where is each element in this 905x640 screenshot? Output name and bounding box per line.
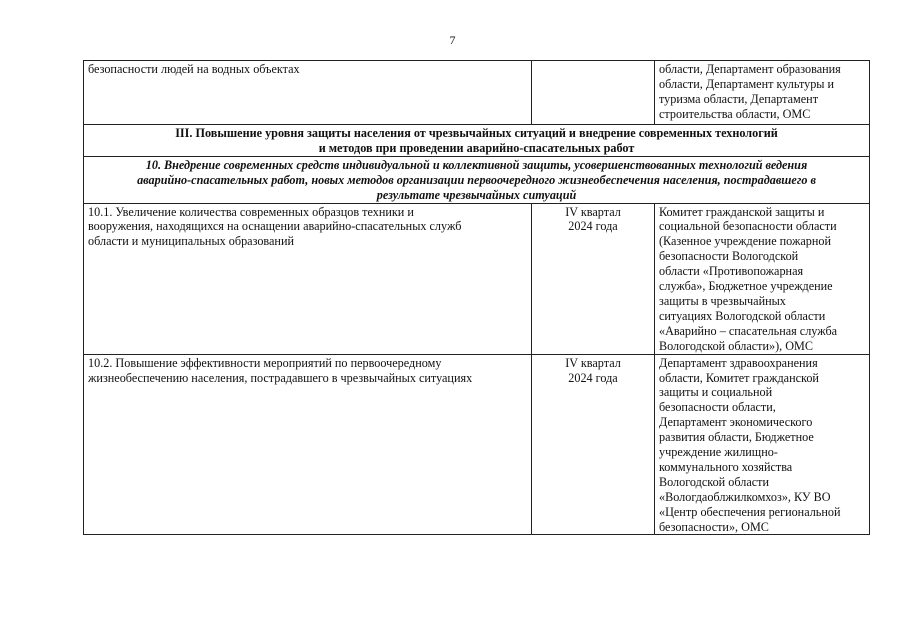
executors-line: учреждение жилищно- [659, 445, 778, 460]
term-cell [532, 354, 655, 535]
executors-line: ситуациях Вологодской области [659, 308, 826, 323]
table-row [84, 354, 870, 535]
executors-line: строительства области, ОМС [659, 106, 811, 121]
executors-line: безопасности Вологодской [659, 249, 799, 264]
term-line: 2024 года [568, 219, 618, 234]
executors-cell [655, 354, 870, 535]
executors-line: защиты и социальной [659, 385, 773, 400]
executors-line: области, Департамент культуры и [659, 76, 835, 91]
section-heading-row [84, 125, 870, 157]
measure-cell [84, 203, 532, 354]
executors-line: защиты в чрезвычайных [659, 293, 786, 308]
measure-line: жизнеобеспечению населения, пострадавшего в чрезвычайных ситуациях [88, 370, 473, 385]
executors-line: социальной безопасности области [659, 219, 837, 234]
table-row [84, 203, 870, 354]
executors-line: «Аварийно – спасательная служба [659, 323, 838, 338]
subsection-heading [84, 156, 870, 203]
measure-text: безопасности людей на водных объектах [88, 62, 300, 76]
subsection-heading-line: 10. Внедрение современных средств индивидуальной и коллективной защиты, усовершенствованных технологий ведения [145, 157, 808, 172]
measure-line: вооружения, находящихся на оснащении аварийно-спасательных служб [88, 219, 462, 234]
executors-cell [655, 203, 870, 354]
executors-line: Комитет гражданской защиты и [659, 204, 825, 219]
executors-line: безопасности», ОМС [659, 519, 769, 534]
section-heading-line: и методов при проведении аварийно-спасательных работ [318, 140, 635, 155]
executors-cell [655, 61, 870, 125]
measure-line: 10.1. Увеличение количества современных образцов техники и [88, 204, 414, 219]
executors-line: Департамент здравоохранения [659, 355, 818, 370]
measure-line: 10.2. Повышение эффективности мероприятий по первоочередному [88, 355, 442, 370]
executors-line: служба», Бюджетное учреждение [659, 279, 833, 294]
executors-line: Департамент экономического [659, 415, 813, 430]
subsection-heading-line: результате чрезвычайных ситуаций [376, 187, 577, 202]
subsection-heading-row [84, 156, 870, 203]
subsection-heading-line: аварийно-спасательных работ, новых методов организации первоочередного жизнеобеспечения населения, пострадавшего в [137, 172, 816, 187]
measures-table [83, 60, 870, 535]
term-cell [532, 61, 655, 125]
executors-line: безопасности области, [659, 400, 776, 415]
term-line: 2024 года [568, 370, 618, 385]
executors-line: (Казенное учреждение пожарной [659, 234, 832, 249]
executors-line: развития области, Бюджетное [659, 430, 814, 445]
section-heading-line: III. Повышение уровня защиты населения от чрезвычайных ситуаций и внедрение современных технологий [175, 126, 778, 140]
measure-cell [84, 61, 532, 125]
executors-line: туризма области, Департамент [659, 91, 819, 106]
executors-line: области, Департамент образования [659, 62, 841, 76]
executors-line: «Центр обеспечения региональной [659, 504, 841, 519]
executors-line: Вологодской области»), ОМС [659, 338, 814, 353]
term-cell [532, 203, 655, 354]
executors-line: области «Противопожарная [659, 264, 804, 279]
measure-line: области и муниципальных образований [88, 234, 294, 249]
term-line: IV квартал [565, 355, 621, 370]
executors-line: «Вологдаоблжилкомхоз», КУ ВО [659, 489, 831, 504]
measure-cell [84, 354, 532, 535]
executors-line: области, Комитет гражданской [659, 370, 819, 385]
executors-line: Вологодской области [659, 474, 769, 489]
page-number: 7 [449, 33, 456, 47]
section-heading [84, 125, 870, 157]
term-line: IV квартал [565, 204, 621, 219]
table-row [84, 61, 870, 125]
executors-line: коммунального хозяйства [659, 459, 793, 474]
